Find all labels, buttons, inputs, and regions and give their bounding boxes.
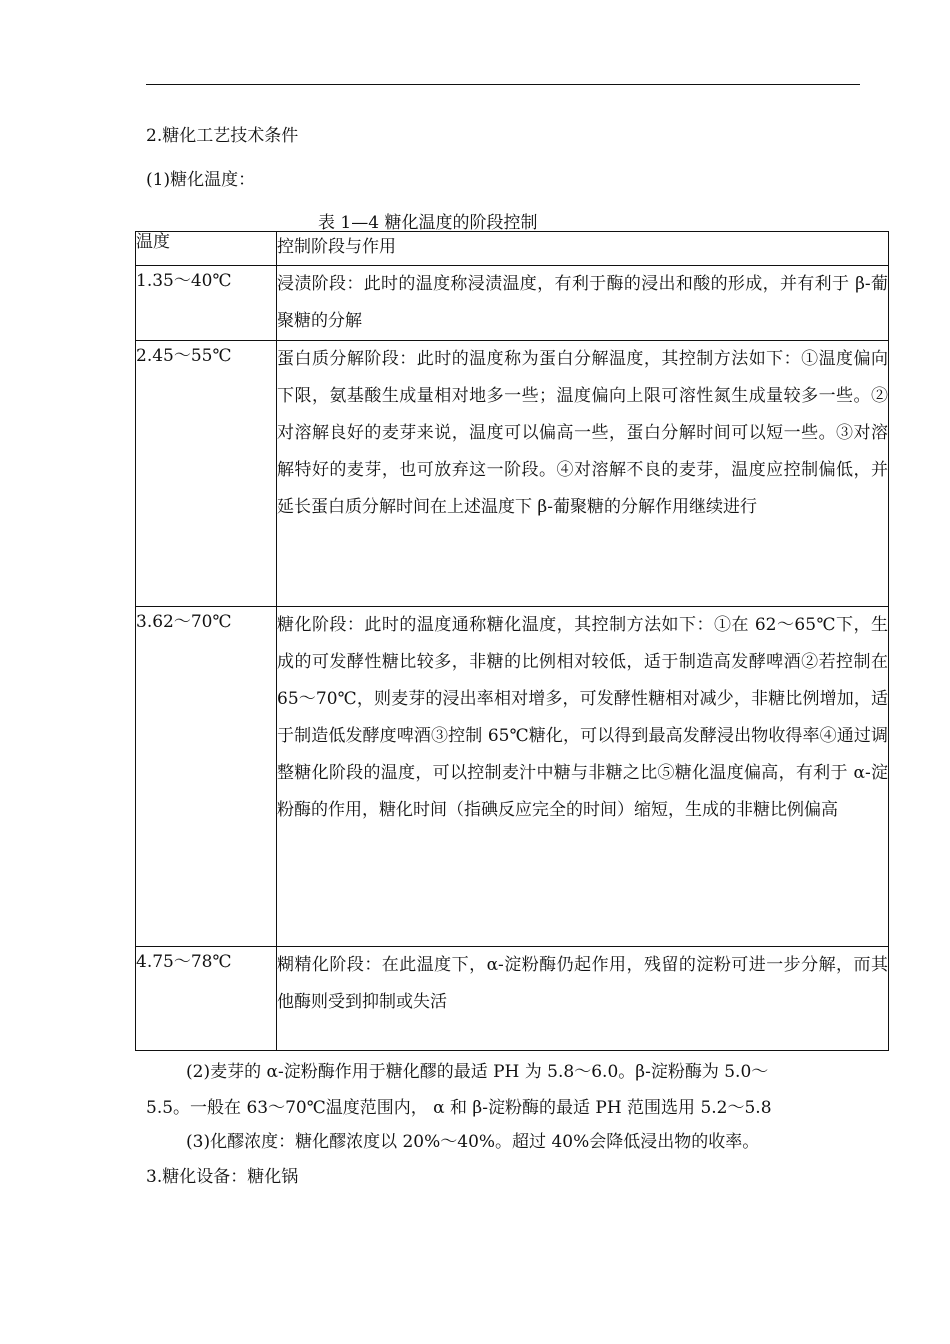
desc-cell: 糊精化阶段：在此温度下，α-淀粉酶仍起作用，残留的淀粉可进一步分解，而其他酶则受到抑制或失活 <box>277 947 889 1051</box>
para3: (3)化醪浓度：糖化醪浓度以 20%～40%。超过 40%会降低浸出物的收率。 <box>186 1132 760 1152</box>
table-row <box>136 947 889 1051</box>
desc-cell: 浸渍阶段：此时的温度称浸渍温度，有利于酶的浸出和酸的形成，并有利于 β-葡聚糖的分解 <box>277 266 889 341</box>
table-caption: 表 1—4 糖化温度的阶段控制 <box>318 213 538 233</box>
desc-cell: 糖化阶段：此时的温度通称糖化温度，其控制方法如下：①在 62～65℃下，生成的可发酵性糖比较多，非糖的比例相对较低，适于制造高发酵啤酒②若控制在 65～70℃，则麦芽的浸出率相对增多，可发酵性糖相对减少，非糖比例增加，适于制造低发酵度啤酒③控制 65℃糖化，可以得到最高发酵浸出物收得率④通过调整糖化阶段的温度，可以控制麦汁中糖与非糖之比⑤糖化温度偏高，有利于 α-淀粉酶的作用，糖化时间（指碘反应完全的时间）缩短，生成的非糖比例偏高 <box>277 607 889 947</box>
temp-cell: 2.45～55℃ <box>136 341 277 607</box>
table-row <box>136 607 889 947</box>
para2-line2: 5.5。一般在 63～70℃温度范围内， α 和 β-淀粉酶的最适 PH 范围选用 5.2～5.8 <box>146 1098 772 1118</box>
temperature-stage-table <box>135 231 889 1051</box>
table-row <box>136 266 889 341</box>
temp-cell: 3.62～70℃ <box>136 607 277 947</box>
header-rule <box>146 84 860 85</box>
desc-cell: 蛋白质分解阶段：此时的温度称为蛋白分解温度，其控制方法如下：①温度偏向下限，氨基酸生成量相对地多一些；温度偏向上限可溶性氮生成量较多一些。②对溶解良好的麦芽来说，温度可以偏高一些，蛋白分解时间可以短一些。③对溶解特好的麦芽，也可放弃这一阶段。④对溶解不良的麦芽，温度应控制偏低，并延长蛋白质分解时间在上述温度下 β-葡聚糖的分解作用继续进行 <box>277 341 889 607</box>
section3-title: 3.糖化设备：糖化锅 <box>146 1167 299 1187</box>
table-header-row <box>136 232 889 266</box>
temp-cell: 1.35～40℃ <box>136 266 277 341</box>
table-row <box>136 341 889 607</box>
temp-cell: 4.75～78℃ <box>136 947 277 1051</box>
section-title: 2.糖化工艺技术条件 <box>146 126 299 146</box>
para2-line1: (2)麦芽的 α-淀粉酶作用于糖化醪的最适 PH 为 5.8～6.0。β-淀粉酶为 5.0～ <box>186 1062 769 1082</box>
header-temperature: 温度 <box>136 232 277 266</box>
subsection-temperature: (1)糖化温度： <box>146 170 256 190</box>
header-stage: 控制阶段与作用 <box>277 232 889 266</box>
